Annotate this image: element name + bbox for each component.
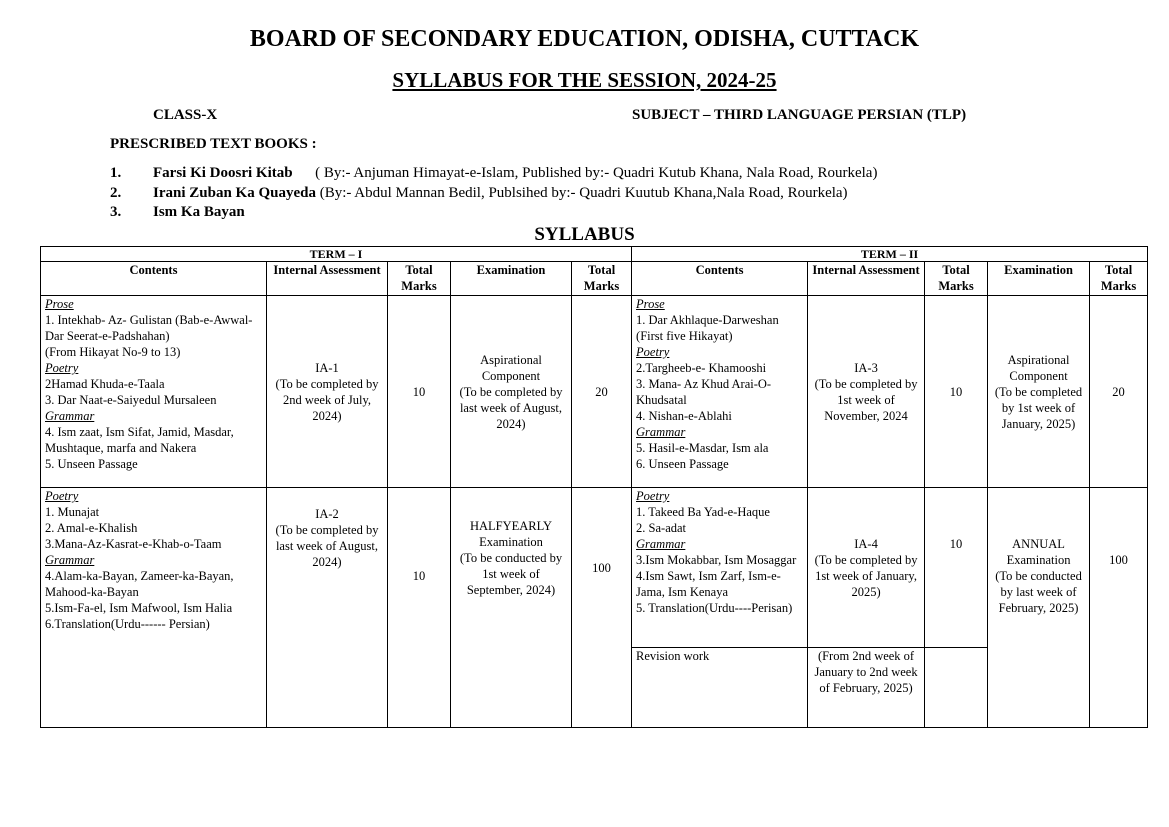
book-number: 3. [110,204,122,220]
syllabus-item: 6.Translation(Urdu------ Persian) [45,617,210,631]
book-item [110,165,877,182]
cell-line: (To be completed by 1st week of January, 2025) [814,552,918,599]
cell-line: (To be completed by 1st week of November, 2024 [814,376,918,423]
book-title: Ism Ka Bayan [153,204,245,220]
examination-header: Examination [451,262,572,296]
total-marks-header: Total Marks [572,262,632,296]
syllabus-item: 5. Hasil-e-Masdar, Ism ala [636,441,769,455]
section-label: Grammar [636,425,686,439]
section-label: Poetry [636,489,670,503]
section-label: Poetry [636,345,670,359]
syllabus-item: 2. Sa-adat [636,521,687,535]
book-detail: ( By:- Anjuman Himayat-e-Islam, Published by:- Quadri Kutub Khana, Nala Road, Rourkela) [292,165,878,181]
book-item [110,185,848,202]
total-marks-header: Total Marks [925,262,988,296]
t2-r3-marks [925,648,988,728]
examination-header: Examination [988,262,1090,296]
cell-line: IA-2 [315,507,339,521]
contents-header: Contents [632,262,808,296]
syllabus-item: 5. Unseen Passage [45,457,138,471]
t1-r1-marks: 10 [388,296,451,488]
prescribed-books-label: PRESCRIBED TEXT BOOKS : [110,136,317,152]
contents-header: Contents [41,262,267,296]
term2-header: TERM – II [632,247,1148,262]
syllabus-item: 3.Mana-Az-Kasrat-e-Khab-o-Taam [45,537,222,551]
section-label: Prose [45,297,74,311]
class-label: CLASS-X [153,107,218,123]
syllabus-item: 6. Unseen Passage [636,457,729,471]
t1-r2-marks: 10 [388,488,451,728]
syllabus-table [40,246,1148,728]
syllabus-heading: SYLLABUS [534,224,635,245]
syllabus-item: 4. Ism zaat, Ism Sifat, Jamid, Masdar, Mushtaque, marfa and Nakera [45,425,234,455]
book-title: Irani Zuban Ka Quayeda [153,185,316,201]
term-row [41,247,1148,262]
t1-r1-internal [267,296,388,488]
syllabus-item: (From Hikayat No-9 to 13) [45,345,181,359]
syllabus-item: 4.Alam-ka-Bayan, Zameer-ka-Bayan, Mahood-ka-Bayan [45,569,234,599]
t1-r1-exam-marks: 20 [572,296,632,488]
session-title: SYLLABUS FOR THE SESSION, 2024-25 [392,68,777,92]
cell-line: IA-1 [315,360,339,375]
t2-r1-internal [808,296,925,488]
cell-line: IA-3 [854,360,878,375]
cell-line: (To be completed by last week of August, 2024) [275,523,379,569]
cell-line: (To be conducted by last week of February, 2025) [995,569,1082,615]
syllabus-item: 4. Nishan-e-Ablahi [636,409,732,423]
t2-r1-contents [632,296,808,488]
column-header-row [41,262,1148,296]
cell-line: (To be completed by last week of August, 2024) [459,384,563,431]
cell-line: IA-4 [854,536,878,551]
syllabus-item: 3. Dar Naat-e-Saiyedul Mursaleen [45,393,217,407]
t2-r1-marks: 10 [925,296,988,488]
t1-r1-contents [41,296,267,488]
t2-r3-contents: Revision work [632,648,808,728]
syllabus-item: 2. Amal-e-Khalish [45,521,138,535]
internal-header: Internal Assessment [267,262,388,296]
table-row [41,488,1148,648]
cell-line: (To be completed by 2nd week of July, 2024) [275,376,379,423]
total-marks-header: Total Marks [388,262,451,296]
subject-label: SUBJECT – THIRD LANGUAGE PERSIAN (TLP) [632,107,967,123]
syllabus-item: 5.Ism-Fa-el, Ism Mafwool, Ism Halia [45,601,233,615]
table-row [41,296,1148,488]
t1-r2-exam [451,488,572,728]
cell-line: (To be conducted by 1st week of September, 2024) [459,551,563,597]
section-label: Prose [636,297,665,311]
section-label: Grammar [45,409,95,423]
t2-r1-exam-marks: 20 [1090,296,1148,488]
t2-r2-contents [632,488,808,648]
syllabus-item: 3.Ism Mokabbar, Ism Mosaggar [636,553,797,567]
syllabus-item: 3. Mana- Az Khud Arai-O-Khudsatal [636,377,772,407]
syllabus-item: 1. Intekhab- Az- Gulistan (Bab-e-Awwal-Dar Seerat-e-Padshahan) [45,313,253,343]
t2-r2-exam [988,488,1090,728]
t2-r1-exam [988,296,1090,488]
syllabus-item: 1. Munajat [45,505,100,519]
book-number: 2. [110,185,122,201]
section-label: Grammar [636,537,686,551]
section-label: Poetry [45,361,79,375]
term1-header: TERM – I [41,247,632,262]
t2-r2-internal [808,488,925,648]
cell-line: Aspirational Component [1007,352,1070,383]
syllabus-item: 4.Ism Sawt, Ism Zarf, Ism-e-Jama, Ism Kenaya [636,569,781,599]
book-detail: (By:- Abdul Mannan Bedil, Publsihed by:- Quadri Kuutub Khana,Nala Road, Rourkela) [315,185,848,201]
cell-line: ANNUAL [1012,537,1065,551]
book-item [110,204,245,221]
section-label: Grammar [45,553,95,567]
t2-r2-marks: 10 [925,488,988,648]
cell-line: Examination [1006,553,1071,567]
syllabus-item: 1. Dar Akhlaque-Darweshan (First five Hikayat) [636,313,779,343]
cell-line: (To be completed by 1st week of January, 2025) [994,384,1083,431]
book-title: Farsi Ki Doosri Kitab [153,165,293,181]
syllabus-item: 2Hamad Khuda-e-Taala [45,377,165,391]
t1-r1-exam [451,296,572,488]
internal-header: Internal Assessment [808,262,925,296]
syllabus-item: 1. Takeed Ba Yad-e-Haque [636,505,770,519]
cell-line: Aspirational Component [480,352,542,383]
t2-r3-internal: (From 2nd week of January to 2nd week of February, 2025) [808,648,925,728]
t2-r2-exam-marks: 100 [1090,488,1148,728]
t1-r2-contents [41,488,267,728]
syllabus-item: 2.Targheeb-e- Khamooshi [636,361,767,375]
cell-line: Examination [479,535,543,549]
t1-r2-exam-marks: 100 [572,488,632,728]
section-label: Poetry [45,489,79,503]
total-marks-header: Total Marks [1090,262,1148,296]
t1-r2-internal [267,488,388,728]
board-title: BOARD OF SECONDARY EDUCATION, ODISHA, CUTTACK [249,26,920,52]
book-number: 1. [110,165,122,181]
cell-line: HALFYEARLY [469,519,553,533]
syllabus-item: 5. Translation(Urdu----Perisan) [636,601,793,615]
